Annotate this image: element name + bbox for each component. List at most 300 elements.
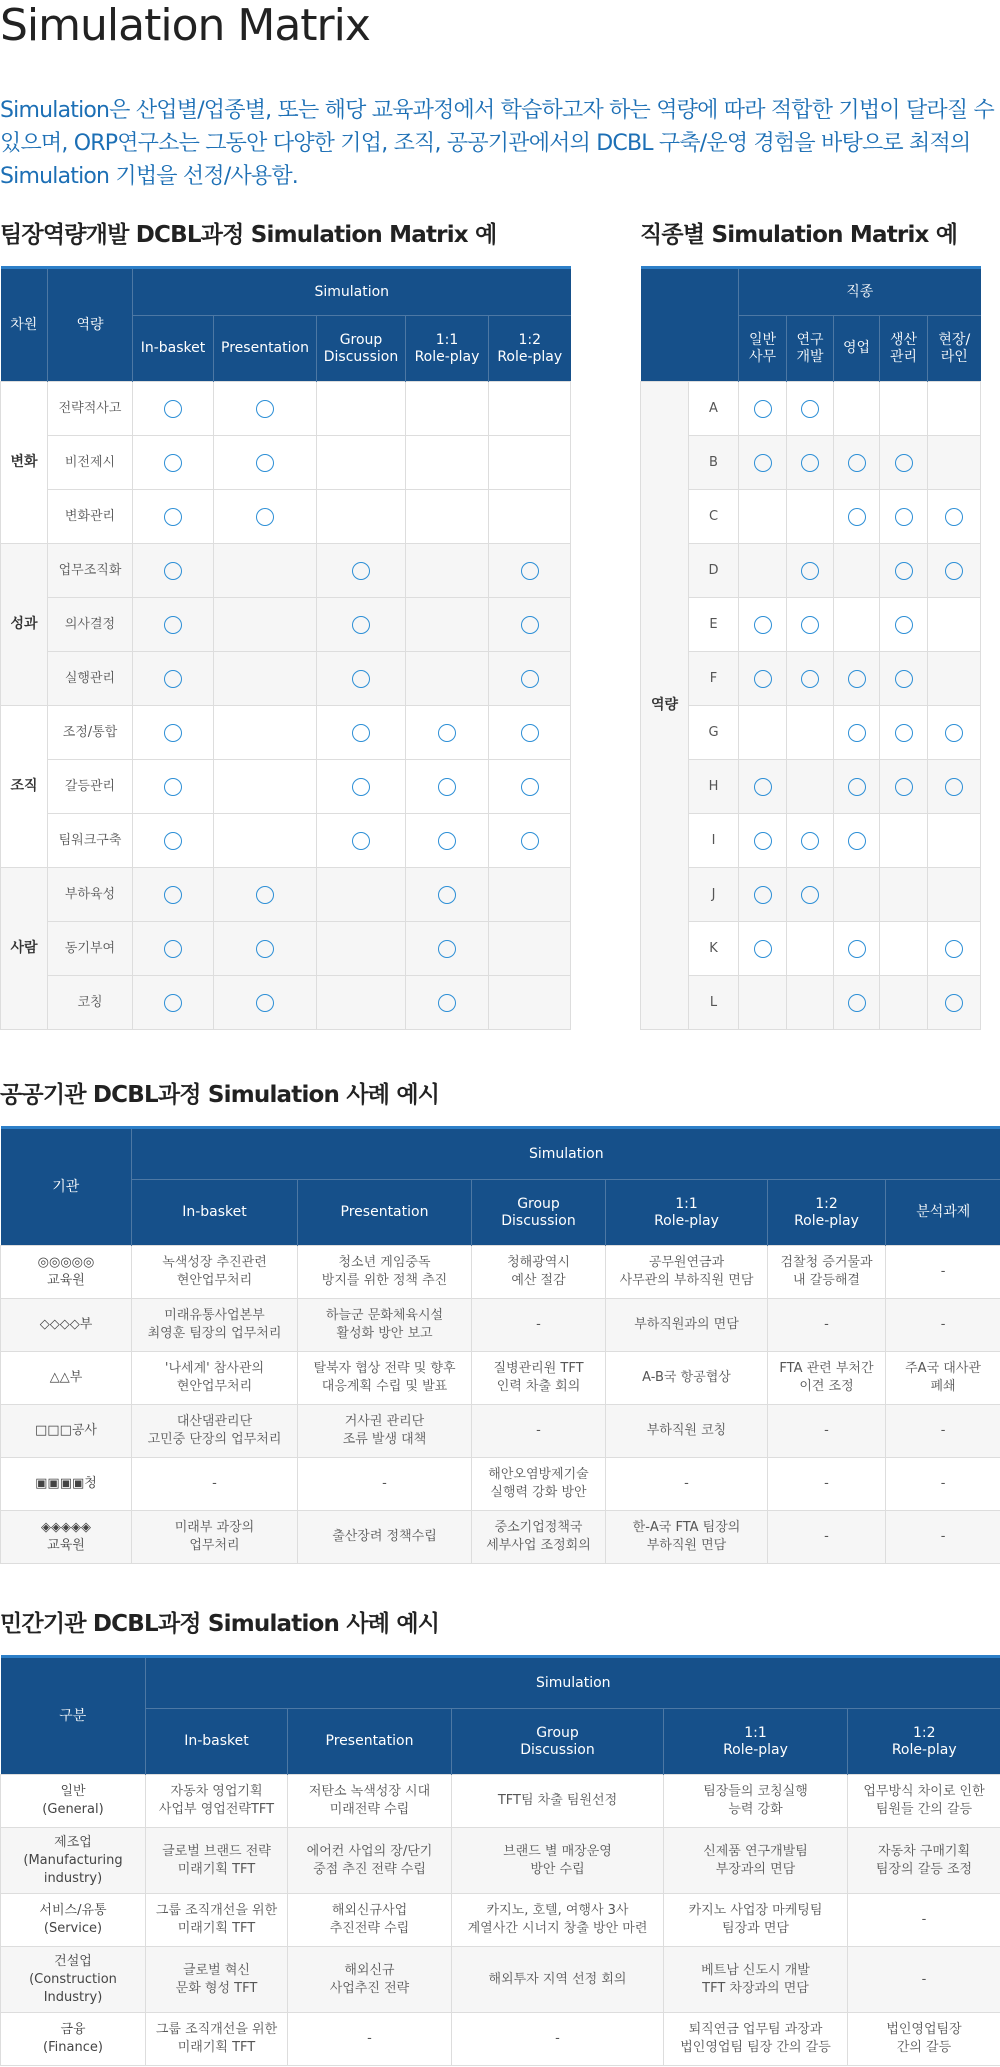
matrix-cell [489, 436, 571, 490]
table-row [1, 1775, 1000, 1828]
case-cell: - [288, 2013, 452, 2066]
col-header-dimension: 차원 [1, 268, 48, 382]
circle-mark-icon [438, 940, 456, 958]
case-cell: - [768, 1299, 886, 1352]
case-cell: 해외신규 사업추진 전략 [288, 1947, 452, 2013]
circle-mark-icon [521, 616, 539, 634]
case-cell: 자동차 구매기획 팀장의 갈등 조정 [848, 1828, 1000, 1894]
col-header-method: In-basket [146, 1709, 288, 1775]
circle-mark-icon [754, 778, 772, 796]
circle-mark-icon [754, 400, 772, 418]
matrix-cell [406, 760, 489, 814]
circle-mark-icon [754, 670, 772, 688]
org-cell: △△부 [1, 1352, 132, 1405]
matrix-cell [880, 490, 928, 544]
matrix-cell [787, 706, 834, 760]
case-cell: 글로벌 브랜드 전략 미래기획 TFT [146, 1828, 288, 1894]
table-row [641, 814, 981, 868]
org-cell: ◎◎◎◎◎ 교육원 [1, 1246, 132, 1299]
matrix-cell [928, 976, 981, 1030]
matrix-cell [489, 598, 571, 652]
private-cases-title: 민간기관 DCBL과정 Simulation 사례 예시 [0, 1611, 440, 1637]
table-row [641, 922, 981, 976]
case-cell: 저탄소 녹색성장 시대 미래전략 수립 [288, 1775, 452, 1828]
case-cell: TFT팀 차출 팀원선정 [452, 1775, 664, 1828]
case-cell: 녹색성장 추진관련 현안업무처리 [132, 1246, 298, 1299]
circle-mark-icon [438, 778, 456, 796]
col-header-method: 1:2 Role-play [848, 1709, 1000, 1775]
matrix-cell [787, 922, 834, 976]
matrix-cell [739, 706, 787, 760]
matrix-cell [834, 544, 880, 598]
competency-cell: 업무조직화 [48, 544, 133, 598]
matrix-cell [406, 382, 489, 436]
matrix-cell [133, 490, 214, 544]
matrix-cell [214, 544, 317, 598]
col-header-method: 1:1 Role-play [606, 1180, 768, 1246]
circle-mark-icon [164, 940, 182, 958]
matrix-cell [317, 382, 406, 436]
table-row [1, 382, 571, 436]
table-row [1, 868, 571, 922]
circle-mark-icon [164, 994, 182, 1012]
matrix-cell [928, 706, 981, 760]
matrix-cell [739, 436, 787, 490]
table-row [641, 760, 981, 814]
matrix-cell [489, 544, 571, 598]
col-header-method: Group Discussion [472, 1180, 606, 1246]
case-cell: 대산댐관리단 고민중 단장의 업무처리 [132, 1405, 298, 1458]
col-header-method: In-basket [132, 1180, 298, 1246]
matrix-cell [214, 382, 317, 436]
team-matrix-table [0, 266, 571, 1030]
matrix-cell [214, 598, 317, 652]
circle-mark-icon [945, 778, 963, 796]
matrix-cell [787, 976, 834, 1030]
competency-cell: 부하육성 [48, 868, 133, 922]
matrix-cell [928, 922, 981, 976]
col-header-empty [641, 268, 739, 382]
matrix-cell [133, 652, 214, 706]
case-cell: 청해광역시 예산 절감 [472, 1246, 606, 1299]
table-row [1, 706, 571, 760]
circle-mark-icon [352, 562, 370, 580]
case-cell: - [132, 1458, 298, 1511]
circle-mark-icon [945, 508, 963, 526]
matrix-cell [880, 814, 928, 868]
matrix-cell [787, 382, 834, 436]
matrix-cell [834, 706, 880, 760]
circle-mark-icon [848, 940, 866, 958]
circle-mark-icon [848, 454, 866, 472]
case-cell: 자동차 영업기획 사업부 영업전략TFT [146, 1775, 288, 1828]
case-cell: - [848, 1947, 1000, 2013]
matrix-cell [834, 868, 880, 922]
matrix-cell [880, 598, 928, 652]
case-cell: 미래부 과장의 업무처리 [132, 1511, 298, 1564]
competency-cell: 전략적사고 [48, 382, 133, 436]
circle-mark-icon [801, 670, 819, 688]
case-cell: 글로벌 혁신 문화 형성 TFT [146, 1947, 288, 2013]
case-cell: - [768, 1405, 886, 1458]
competency-label-cell: B [689, 436, 739, 490]
circle-mark-icon [945, 994, 963, 1012]
matrix-cell [489, 814, 571, 868]
circle-mark-icon [352, 832, 370, 850]
circle-mark-icon [164, 616, 182, 634]
matrix-cell [214, 976, 317, 1030]
col-header-method: 1:2 Role-play [489, 316, 571, 382]
circle-mark-icon [438, 832, 456, 850]
dimension-cell: 사람 [1, 868, 48, 1030]
matrix-cell [787, 652, 834, 706]
circle-mark-icon [848, 724, 866, 742]
matrix-cell [489, 652, 571, 706]
circle-mark-icon [438, 994, 456, 1012]
matrix-cell [787, 490, 834, 544]
case-cell: - [886, 1405, 1000, 1458]
table-row [1, 1458, 1000, 1511]
case-cell: - [298, 1458, 472, 1511]
table-row [1, 814, 571, 868]
case-cell: 하늘군 문화체육시설 활성화 방안 보고 [298, 1299, 472, 1352]
case-cell: - [886, 1246, 1000, 1299]
matrix-cell [928, 490, 981, 544]
circle-mark-icon [945, 724, 963, 742]
circle-mark-icon [754, 454, 772, 472]
org-cell: 건설업 (Construction Industry) [1, 1947, 146, 2013]
matrix-cell [133, 976, 214, 1030]
case-cell: 퇴직연금 업무팀 과장과 법인영업팀 팀장 간의 갈등 [664, 2013, 848, 2066]
competency-cell: 변화관리 [48, 490, 133, 544]
case-cell: 부하직원과의 면담 [606, 1299, 768, 1352]
col-header-method: Presentation [298, 1180, 472, 1246]
table-row [1, 1947, 1000, 2013]
circle-mark-icon [801, 886, 819, 904]
matrix-cell [489, 760, 571, 814]
competency-label-cell: I [689, 814, 739, 868]
circle-mark-icon [256, 454, 274, 472]
case-cell: - [768, 1511, 886, 1564]
table-row [641, 868, 981, 922]
col-header-method: 분석과제 [886, 1180, 1000, 1246]
circle-mark-icon [895, 670, 913, 688]
col-header-org: 기관 [1, 1128, 132, 1246]
circle-mark-icon [848, 670, 866, 688]
matrix-cell [214, 868, 317, 922]
matrix-cell [739, 760, 787, 814]
matrix-cell [880, 436, 928, 490]
matrix-cell [406, 598, 489, 652]
competency-label-cell: D [689, 544, 739, 598]
matrix-cell [406, 922, 489, 976]
competency-cell: 코칭 [48, 976, 133, 1030]
col-header-method: 1:1 Role-play [664, 1709, 848, 1775]
matrix-cell [489, 706, 571, 760]
competency-cell: 동기부여 [48, 922, 133, 976]
circle-mark-icon [521, 670, 539, 688]
case-cell: 부하직원 코칭 [606, 1405, 768, 1458]
case-cell: - [472, 1299, 606, 1352]
circle-mark-icon [895, 562, 913, 580]
case-cell: 브랜드 별 매장운영 방안 수립 [452, 1828, 664, 1894]
case-cell: 법인영업팀장 간의 갈등 [848, 2013, 1000, 2066]
matrix-cell [133, 544, 214, 598]
matrix-cell [880, 652, 928, 706]
col-header-simulation: Simulation [146, 1657, 1000, 1709]
col-header-simulation: Simulation [132, 1128, 1000, 1180]
matrix-cell [214, 490, 317, 544]
matrix-cell [133, 814, 214, 868]
circle-mark-icon [848, 832, 866, 850]
matrix-cell [834, 598, 880, 652]
circle-mark-icon [256, 886, 274, 904]
competency-label-cell: G [689, 706, 739, 760]
matrix-cell [739, 922, 787, 976]
circle-mark-icon [521, 778, 539, 796]
case-cell: 거사권 관리단 조류 발생 대책 [298, 1405, 472, 1458]
case-cell: - [768, 1458, 886, 1511]
dimension-cell: 성과 [1, 544, 48, 706]
competency-cell: 의사결정 [48, 598, 133, 652]
matrix-cell [133, 598, 214, 652]
case-cell: 미래유통사업본부 최영훈 팀장의 업무처리 [132, 1299, 298, 1352]
case-cell: 공무원연금과 사무관의 부하직원 면담 [606, 1246, 768, 1299]
matrix-cell [834, 436, 880, 490]
matrix-cell [214, 652, 317, 706]
table-row [641, 598, 981, 652]
table-row [1, 598, 571, 652]
case-cell: - [886, 1458, 1000, 1511]
col-header-method: In-basket [133, 316, 214, 382]
matrix-cell [406, 868, 489, 922]
col-header-method: Presentation [288, 1709, 452, 1775]
matrix-cell [406, 436, 489, 490]
table-row [1, 1246, 1000, 1299]
table-row [641, 544, 981, 598]
case-cell: 해외투자 지역 선정 회의 [452, 1947, 664, 2013]
circle-mark-icon [754, 940, 772, 958]
matrix-cell [739, 490, 787, 544]
col-header-job-type: 직종 [739, 268, 981, 316]
matrix-cell [928, 544, 981, 598]
matrix-cell [880, 976, 928, 1030]
circle-mark-icon [848, 994, 866, 1012]
competency-cell: 실행관리 [48, 652, 133, 706]
matrix-cell [739, 652, 787, 706]
table-row [1, 652, 571, 706]
matrix-cell [317, 760, 406, 814]
circle-mark-icon [164, 508, 182, 526]
matrix-cell [214, 760, 317, 814]
circle-mark-icon [438, 724, 456, 742]
circle-mark-icon [256, 508, 274, 526]
matrix-cell [133, 922, 214, 976]
circle-mark-icon [164, 562, 182, 580]
col-header-method: Group Discussion [317, 316, 406, 382]
matrix-cell [739, 544, 787, 598]
circle-mark-icon [164, 400, 182, 418]
circle-mark-icon [945, 940, 963, 958]
table-row [1, 436, 571, 490]
circle-mark-icon [754, 616, 772, 634]
circle-mark-icon [521, 562, 539, 580]
matrix-cell [317, 598, 406, 652]
competency-cell: 팀워크구축 [48, 814, 133, 868]
matrix-cell [787, 436, 834, 490]
case-cell: - [452, 2013, 664, 2066]
matrix-cell [133, 760, 214, 814]
table-row [1, 976, 571, 1030]
table-row [1, 922, 571, 976]
case-cell: 신제품 연구개발팀 부장과의 면담 [664, 1828, 848, 1894]
circle-mark-icon [895, 454, 913, 472]
col-header-job: 일반 사무 [739, 316, 787, 382]
matrix-cell [928, 436, 981, 490]
matrix-cell [880, 706, 928, 760]
circle-mark-icon [164, 454, 182, 472]
case-cell: - [848, 1894, 1000, 1947]
matrix-cell [133, 706, 214, 760]
matrix-cell [880, 382, 928, 436]
matrix-cell [214, 922, 317, 976]
matrix-cell [928, 760, 981, 814]
org-cell: ◈◈◈◈◈ 교육원 [1, 1511, 132, 1564]
case-cell: 중소기업정책국 세부사업 조정회의 [472, 1511, 606, 1564]
competency-label-cell: J [689, 868, 739, 922]
matrix-cell [406, 490, 489, 544]
competency-cell: 조정/통합 [48, 706, 133, 760]
circle-mark-icon [352, 616, 370, 634]
matrix-cell [489, 382, 571, 436]
matrix-cell [880, 760, 928, 814]
matrix-cell [739, 868, 787, 922]
matrix-cell [133, 382, 214, 436]
case-cell: 팀장들의 코칭실행 능력 강화 [664, 1775, 848, 1828]
table-row [641, 490, 981, 544]
table-row [641, 706, 981, 760]
circle-mark-icon [164, 832, 182, 850]
matrix-cell [214, 814, 317, 868]
circle-mark-icon [848, 778, 866, 796]
matrix-cell [834, 922, 880, 976]
matrix-cell [928, 652, 981, 706]
circle-mark-icon [895, 616, 913, 634]
competency-label-cell: L [689, 976, 739, 1030]
table-row [1, 544, 571, 598]
table-row [1, 1894, 1000, 1947]
col-header-category: 구분 [1, 1657, 146, 1775]
org-cell: ▣▣▣▣청 [1, 1458, 132, 1511]
circle-mark-icon [945, 562, 963, 580]
matrix-cell [787, 814, 834, 868]
circle-mark-icon [848, 508, 866, 526]
matrix-cell [739, 598, 787, 652]
table-row [1, 490, 571, 544]
circle-mark-icon [438, 886, 456, 904]
case-cell: '나세계' 참사관의 현안업무처리 [132, 1352, 298, 1405]
matrix-cell [787, 544, 834, 598]
case-cell: 출산장려 정책수립 [298, 1511, 472, 1564]
job-matrix-title: 직종별 Simulation Matrix 예 [640, 222, 958, 248]
circle-mark-icon [895, 508, 913, 526]
private-cases-table [0, 1655, 1000, 2066]
matrix-cell [317, 652, 406, 706]
matrix-cell [489, 922, 571, 976]
competency-label-cell: H [689, 760, 739, 814]
case-cell: 해외신규사업 추진전략 수립 [288, 1894, 452, 1947]
col-header-method: Presentation [214, 316, 317, 382]
circle-mark-icon [256, 994, 274, 1012]
competency-cell: 비전제시 [48, 436, 133, 490]
matrix-cell [739, 814, 787, 868]
col-header-method: 1:2 Role-play [768, 1180, 886, 1246]
matrix-cell [834, 760, 880, 814]
circle-mark-icon [164, 778, 182, 796]
competency-group-cell: 역량 [641, 382, 689, 1030]
case-cell: 청소년 게임중독 방지를 위한 정책 추진 [298, 1246, 472, 1299]
matrix-cell [880, 922, 928, 976]
table-row [1, 1299, 1000, 1352]
case-cell: 질병관리원 TFT 인력 차출 회의 [472, 1352, 606, 1405]
matrix-cell [317, 976, 406, 1030]
circle-mark-icon [256, 940, 274, 958]
public-cases-table [0, 1126, 1000, 1564]
matrix-cell [133, 868, 214, 922]
case-cell: 베트남 신도시 개발 TFT 차장과의 면담 [664, 1947, 848, 2013]
case-cell: FTA 관련 부처간 이견 조정 [768, 1352, 886, 1405]
table-row [641, 976, 981, 1030]
matrix-cell [834, 652, 880, 706]
table-row [1, 1828, 1000, 1894]
table-row [1, 1405, 1000, 1458]
matrix-cell [880, 544, 928, 598]
matrix-cell [928, 814, 981, 868]
matrix-cell [317, 490, 406, 544]
circle-mark-icon [801, 562, 819, 580]
matrix-cell [406, 976, 489, 1030]
case-cell: 그룹 조직개선을 위한 미래기획 TFT [146, 2013, 288, 2066]
circle-mark-icon [164, 724, 182, 742]
matrix-cell [880, 868, 928, 922]
competency-label-cell: C [689, 490, 739, 544]
case-cell: - [472, 1405, 606, 1458]
circle-mark-icon [352, 724, 370, 742]
case-cell: 업무방식 차이로 인한 팀원들 간의 갈등 [848, 1775, 1000, 1828]
competency-label-cell: K [689, 922, 739, 976]
matrix-cell [317, 544, 406, 598]
matrix-cell [739, 382, 787, 436]
case-cell: 카지노 사업장 마케팅팀 팀장과 면담 [664, 1894, 848, 1947]
table-row [641, 436, 981, 490]
circle-mark-icon [164, 886, 182, 904]
col-header-job: 현장/ 라인 [928, 316, 981, 382]
matrix-cell [406, 706, 489, 760]
matrix-cell [489, 490, 571, 544]
col-header-competency: 역량 [48, 268, 133, 382]
case-cell: 검찰청 증거물과 내 갈등해결 [768, 1246, 886, 1299]
team-matrix-title: 팀장역량개발 DCBL과정 Simulation Matrix 예 [0, 222, 497, 248]
job-matrix-table [640, 266, 981, 1030]
matrix-cell [214, 706, 317, 760]
matrix-cell [133, 436, 214, 490]
col-header-simulation: Simulation [133, 268, 571, 316]
matrix-cell [834, 382, 880, 436]
circle-mark-icon [754, 886, 772, 904]
col-header-method: 1:1 Role-play [406, 316, 489, 382]
case-cell: 카지노, 호텔, 여행사 3사 계열사간 시너지 창출 방안 마련 [452, 1894, 664, 1947]
col-header-method: Group Discussion [452, 1709, 664, 1775]
